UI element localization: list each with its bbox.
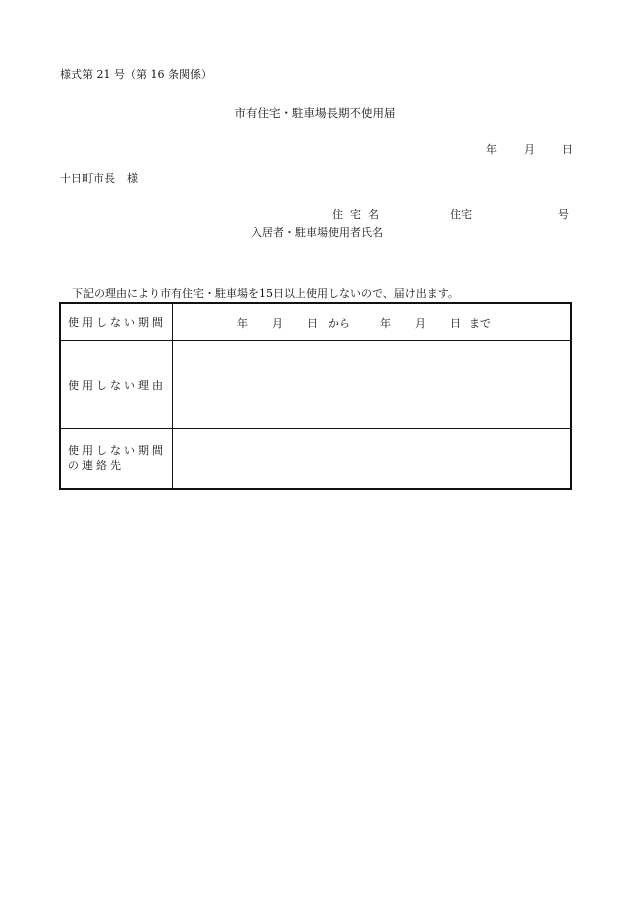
reason-value-cell[interactable] [173, 341, 570, 428]
submission-date [486, 143, 573, 157]
table-row-period [61, 304, 570, 341]
contact-label-cell [61, 429, 173, 488]
number-suffix: 号 [558, 208, 569, 221]
addressee-name: 十日町市長 [60, 172, 115, 185]
to-month-label: 月 [415, 317, 426, 330]
statement-text: 下記の理由により市有住宅・駐車場を15日以上使用しないので、届け出ます。 [72, 287, 459, 300]
period-value [237, 315, 491, 331]
from-word: から [328, 317, 350, 330]
form-title: 市有住宅・駐車場長期不使用届 [234, 106, 396, 120]
contact-value-cell[interactable] [173, 429, 570, 488]
table-row-reason [61, 341, 570, 429]
addressee [60, 172, 138, 186]
to-day-label: 日 [450, 317, 461, 330]
period-label: 使用しない期間 [68, 316, 166, 329]
reason-label: 使用しない理由 [68, 379, 166, 392]
table-row-contact [61, 429, 570, 488]
date-day-label: 日 [562, 143, 573, 156]
from-year-label: 年 [237, 317, 248, 330]
period-value-cell[interactable] [173, 304, 570, 340]
to-word: まで [469, 317, 491, 330]
address-label: 住宅名 [332, 208, 386, 221]
reason-label-cell [61, 341, 173, 428]
applicant-name-label: 入居者・駐車場使用者氏名 [251, 226, 383, 239]
addressee-honorific: 様 [127, 172, 138, 185]
period-label-cell [61, 304, 173, 340]
date-month-label: 月 [524, 143, 535, 156]
dwelling-suffix: 住宅 [450, 208, 472, 221]
date-year-label: 年 [486, 143, 497, 156]
to-year-label: 年 [380, 317, 391, 330]
contact-label: 使用しない期間の連絡先 [68, 444, 166, 472]
from-day-label: 日 [307, 317, 318, 330]
details-table [59, 302, 572, 490]
from-month-label: 月 [272, 317, 283, 330]
form-number: 様式第 21 号（第 16 条関係） [60, 68, 212, 81]
